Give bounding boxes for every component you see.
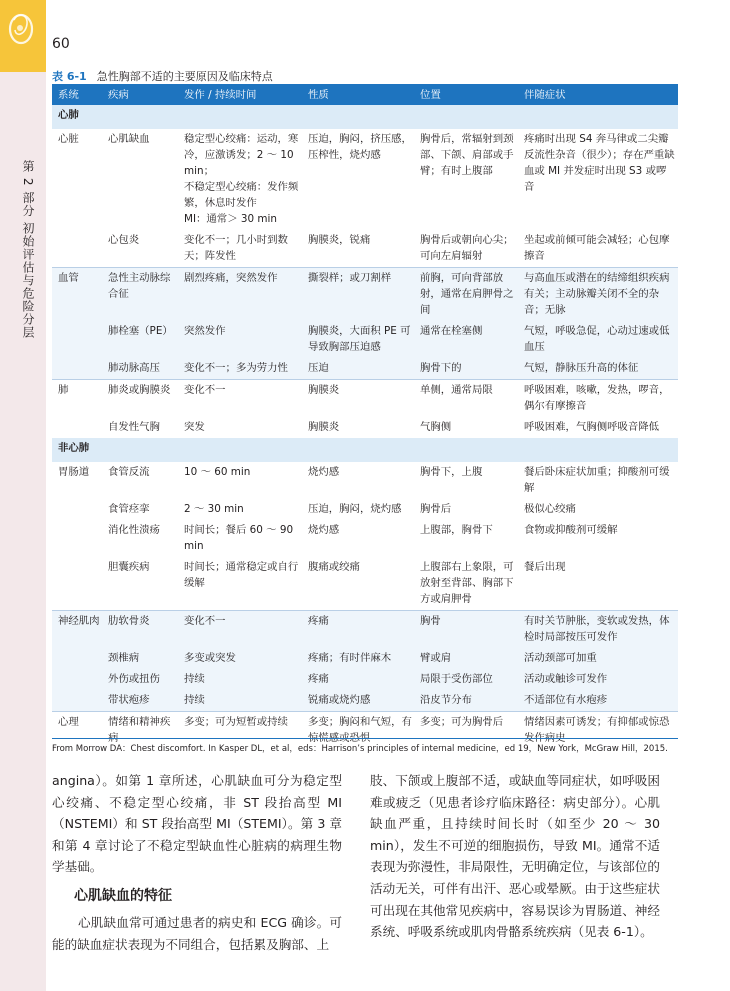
system-cell: 心脏 [58,133,79,145]
table-cell: 胆囊疾病 [108,561,150,573]
table-cell: 通常在栓塞侧 [414,321,518,358]
system-cell [52,230,102,268]
table-cell: 胸骨下的 [414,358,518,380]
corner-tab [0,0,46,72]
table-cell: 外伤或扭伤 [102,669,178,690]
section-label: 心肺 [52,105,678,129]
table-cell: 气短，呼吸急促，心动过速或低血压 [518,321,678,358]
table-body [52,105,678,749]
section-row [52,105,678,129]
heart-logo-icon [6,8,36,48]
system-cell [52,520,102,557]
table-caption [52,68,273,84]
table-row [52,499,678,520]
table-cell: 肺栓塞（PE） [102,321,178,358]
table-cell: 时间长；通常稳定或自行缓解 [184,561,299,589]
table-cell: 有时关节肿胀，变软或发热，体检时局部按压可发作 [518,611,678,649]
table-cell: 气短，静脉压升高的体征 [518,358,678,380]
table-cell: 腹痛或绞痛 [308,561,360,573]
table-cell: 自发性气胸 [108,421,160,433]
table-cell: 突发 [184,421,205,433]
body-paragraph: 心肌缺血常可通过患者的病史和 ECG 确诊。可能的缺血症状表现为不同组合，包括累及胸部、上 [52,914,342,952]
table-cell: 急性主动脉综合征 [102,268,178,322]
table-cell: 情绪和精神疾病 [102,712,178,750]
system-cell [52,690,102,712]
table-cell: 压迫，胸闷，烧灼感 [308,503,402,515]
table-header-row [52,84,678,105]
table-cell: 心包炎 [108,234,140,246]
table-cell: 持续 [178,690,302,712]
system-cell [52,499,102,520]
table-cell: 变化不一；多为劳力性 [178,358,302,380]
table-cell: 变化不一 [178,611,302,649]
table-cell: 多变；可为胸骨后 [414,712,518,750]
column-header: 疾病 [102,84,178,105]
system-cell [52,321,102,358]
table-cell: 肋软骨炎 [102,611,178,649]
table-cell: 持续 [178,669,302,690]
table-cell: 活动或触诊可发作 [518,669,678,690]
system-cell: 血管 [52,268,102,322]
table-cell: 10 ～ 60 min [184,466,251,478]
table-cell: 肺动脉高压 [102,358,178,380]
table-cell: 上腹部右上象限，可放射至背部、胸部下方或肩胛骨 [420,561,514,605]
table-cell: 上腹部，胸骨下 [420,524,493,536]
table-cell: 多变；胸闷和气短，有惊慌感或恐惧 [302,712,414,750]
table-cell: 情绪因素可诱发；有抑郁或惊恐发作病史 [518,712,678,750]
table-cell: 2 ～ 30 min [184,503,244,515]
table-row [52,648,678,669]
table-cell: 胸骨 [414,611,518,649]
table-title: 急性胸部不适的主要原因及临床特点 [96,70,273,83]
table-row [52,358,678,380]
table-row [52,417,678,438]
table-cell: 胸骨下，上腹 [420,466,483,478]
table-cell: 撕裂样；或刀割样 [302,268,414,322]
table-cell: 时间长；餐后 60 ～ 90 min [184,524,294,552]
table-cell: 气胸侧 [420,421,452,433]
side-label: 第 2 部分 初始评估与危险分层 [21,160,35,340]
system-cell [52,669,102,690]
system-cell [52,648,102,669]
table-cell: 稳定型心绞痛：运动，寒冷，应激诱发；2 ～ 10 min； 不稳定型心绞痛：发作频繁，休息时发作 MI：通常＞ 30 min [184,133,299,225]
section-heading: 心肌缺血的特征 [74,887,172,904]
table-cell: 多变；可为短暂或持续 [178,712,302,750]
table-row [52,230,678,268]
system-cell: 胃肠道 [58,466,90,478]
side-bar [0,72,46,991]
section-row [52,438,678,462]
system-cell [52,417,102,438]
body-paragraph: angina）。如第 1 章所述，心肌缺血可分为稳定型心绞痛、不稳定型心绞痛，非 ST 段抬高型 MI（NSTEMI）和 ST 段抬高型 MI（STEMI）。第 3 章和第 4 章讨论了不稳定型缺血性心脏病的病理生物学基础。 [52,773,342,875]
table-cell: 前胸，可向背部放射，通常在肩胛骨之间 [414,268,518,322]
table-row [52,611,678,649]
table-cell: 单侧，通常局限 [414,380,518,418]
table-cell: 疼痛；有时伴麻木 [302,648,414,669]
table-number: 表 6-1 [52,70,87,83]
table-cell: 肺炎或胸膜炎 [102,380,178,418]
table-row [52,557,678,611]
table-cell: 突然发作 [178,321,302,358]
table-cell: 疼痛 [302,669,414,690]
table-cell: 食管反流 [108,466,150,478]
table-cell: 胸骨后，常辐射到颈部、下颌、肩部或手臂；有时上腹部 [420,133,514,177]
table-cell: 活动颈部可加重 [518,648,678,669]
table-cell: 变化不一；几小时到数天；阵发性 [184,234,288,262]
table-row [52,380,678,418]
section-label: 非心肺 [52,438,678,462]
table-cell: 压迫 [302,358,414,380]
table-row [52,669,678,690]
column-header: 发作 / 持续时间 [178,84,302,105]
table-source: From Morrow DA：Chest discomfort. In Kasper DL，et al，eds：Harrison’s principles of internal medicine，ed 19，New York，McGraw Hill，2015. [52,738,678,754]
table-cell: 胸骨后或朝向心尖；可向左肩辐射 [420,234,514,262]
table-cell: 疼痛 [302,611,414,649]
table-cell: 不适部位有水疱疹 [518,690,678,712]
body-column-left [52,770,342,955]
table-cell: 胸膜炎，锐痛 [308,234,371,246]
table-cell: 压迫，胸闷，挤压感，压榨性，烧灼感 [308,133,412,161]
table-cell: 极似心绞痛 [524,503,576,515]
table-cell: 局限于受伤部位 [414,669,518,690]
table-row [52,462,678,499]
table-cell: 胸膜炎 [308,421,340,433]
table-cell: 呼吸困难，气胸侧呼吸音降低 [524,421,660,433]
table-row [52,520,678,557]
table-cell: 餐后卧床症状加重；抑酸剂可缓解 [524,466,670,494]
table-cell: 臂或肩 [414,648,518,669]
table-row [52,690,678,712]
table-cell: 颈椎病 [102,648,178,669]
table-cell: 沿皮节分布 [414,690,518,712]
table-cell: 变化不一 [178,380,302,418]
table-cell: 胸膜炎 [302,380,414,418]
table-cell: 呼吸困难，咳嗽，发热，啰音，偶尔有摩擦音 [518,380,678,418]
table-cell: 胸骨后 [420,503,452,515]
system-cell [52,358,102,380]
system-cell [52,557,102,611]
system-cell: 神经肌肉 [52,611,102,649]
table-cell: 与高血压或潜在的结缔组织疾病有关；主动脉瓣关闭不全的杂音；无脉 [518,268,678,322]
column-header: 性质 [302,84,414,105]
column-header: 系统 [52,84,102,105]
table-cell: 食物或抑酸剂可缓解 [524,524,618,536]
table-cell: 疼痛时出现 S4 奔马律或二尖瓣反流性杂音（很少）；存在严重缺血或 MI 并发症时出现 S3 或啰音 [524,133,675,193]
system-cell: 肺 [52,380,102,418]
page-number: 60 [52,36,70,52]
system-cell: 心理 [52,712,102,750]
table-cell: 食管痉挛 [108,503,150,515]
table-row [52,321,678,358]
table-cell: 餐后出现 [524,561,566,573]
table-cell: 烧灼感 [308,524,340,536]
table-cell: 消化性溃疡 [108,524,160,536]
table-row [52,268,678,322]
body-paragraph: 肢、下颌或上腹部不适，或缺血等同症状，如呼吸困难或疲乏（见患者诊疗临床路径：病史部分）。心肌缺血严重，且持续时间长时（如至少 20 ～ 30 min），发生不可逆的细胞损伤，导致 MI。通常不适表现为弥漫性，非局限性，无明确定位，与该部位的活动无关，可伴有出汗、恶心或晕厥。由于这些症状可出现在其他常见疾病中，容易误诊为胃肠道、神经系统、呼吸系统或肌肉骨骼系统疾病（见表 6-1）。 [370,773,660,940]
table-row [52,129,678,230]
table-cell: 坐起或前倾可能会减轻；心包摩擦音 [524,234,670,262]
column-header: 伴随症状 [518,84,678,105]
chest-discomfort-table [52,84,678,749]
table-cell: 带状疱疹 [102,690,178,712]
table-cell: 锐痛或烧灼感 [302,690,414,712]
table-cell: 烧灼感 [308,466,340,478]
table-cell: 心肌缺血 [108,133,150,145]
body-column-right [370,770,660,943]
column-header: 位置 [414,84,518,105]
table-cell: 多变或突发 [178,648,302,669]
table-cell: 剧烈疼痛，突然发作 [178,268,302,322]
table-cell: 胸膜炎，大面积 PE 可导致胸部压迫感 [302,321,414,358]
